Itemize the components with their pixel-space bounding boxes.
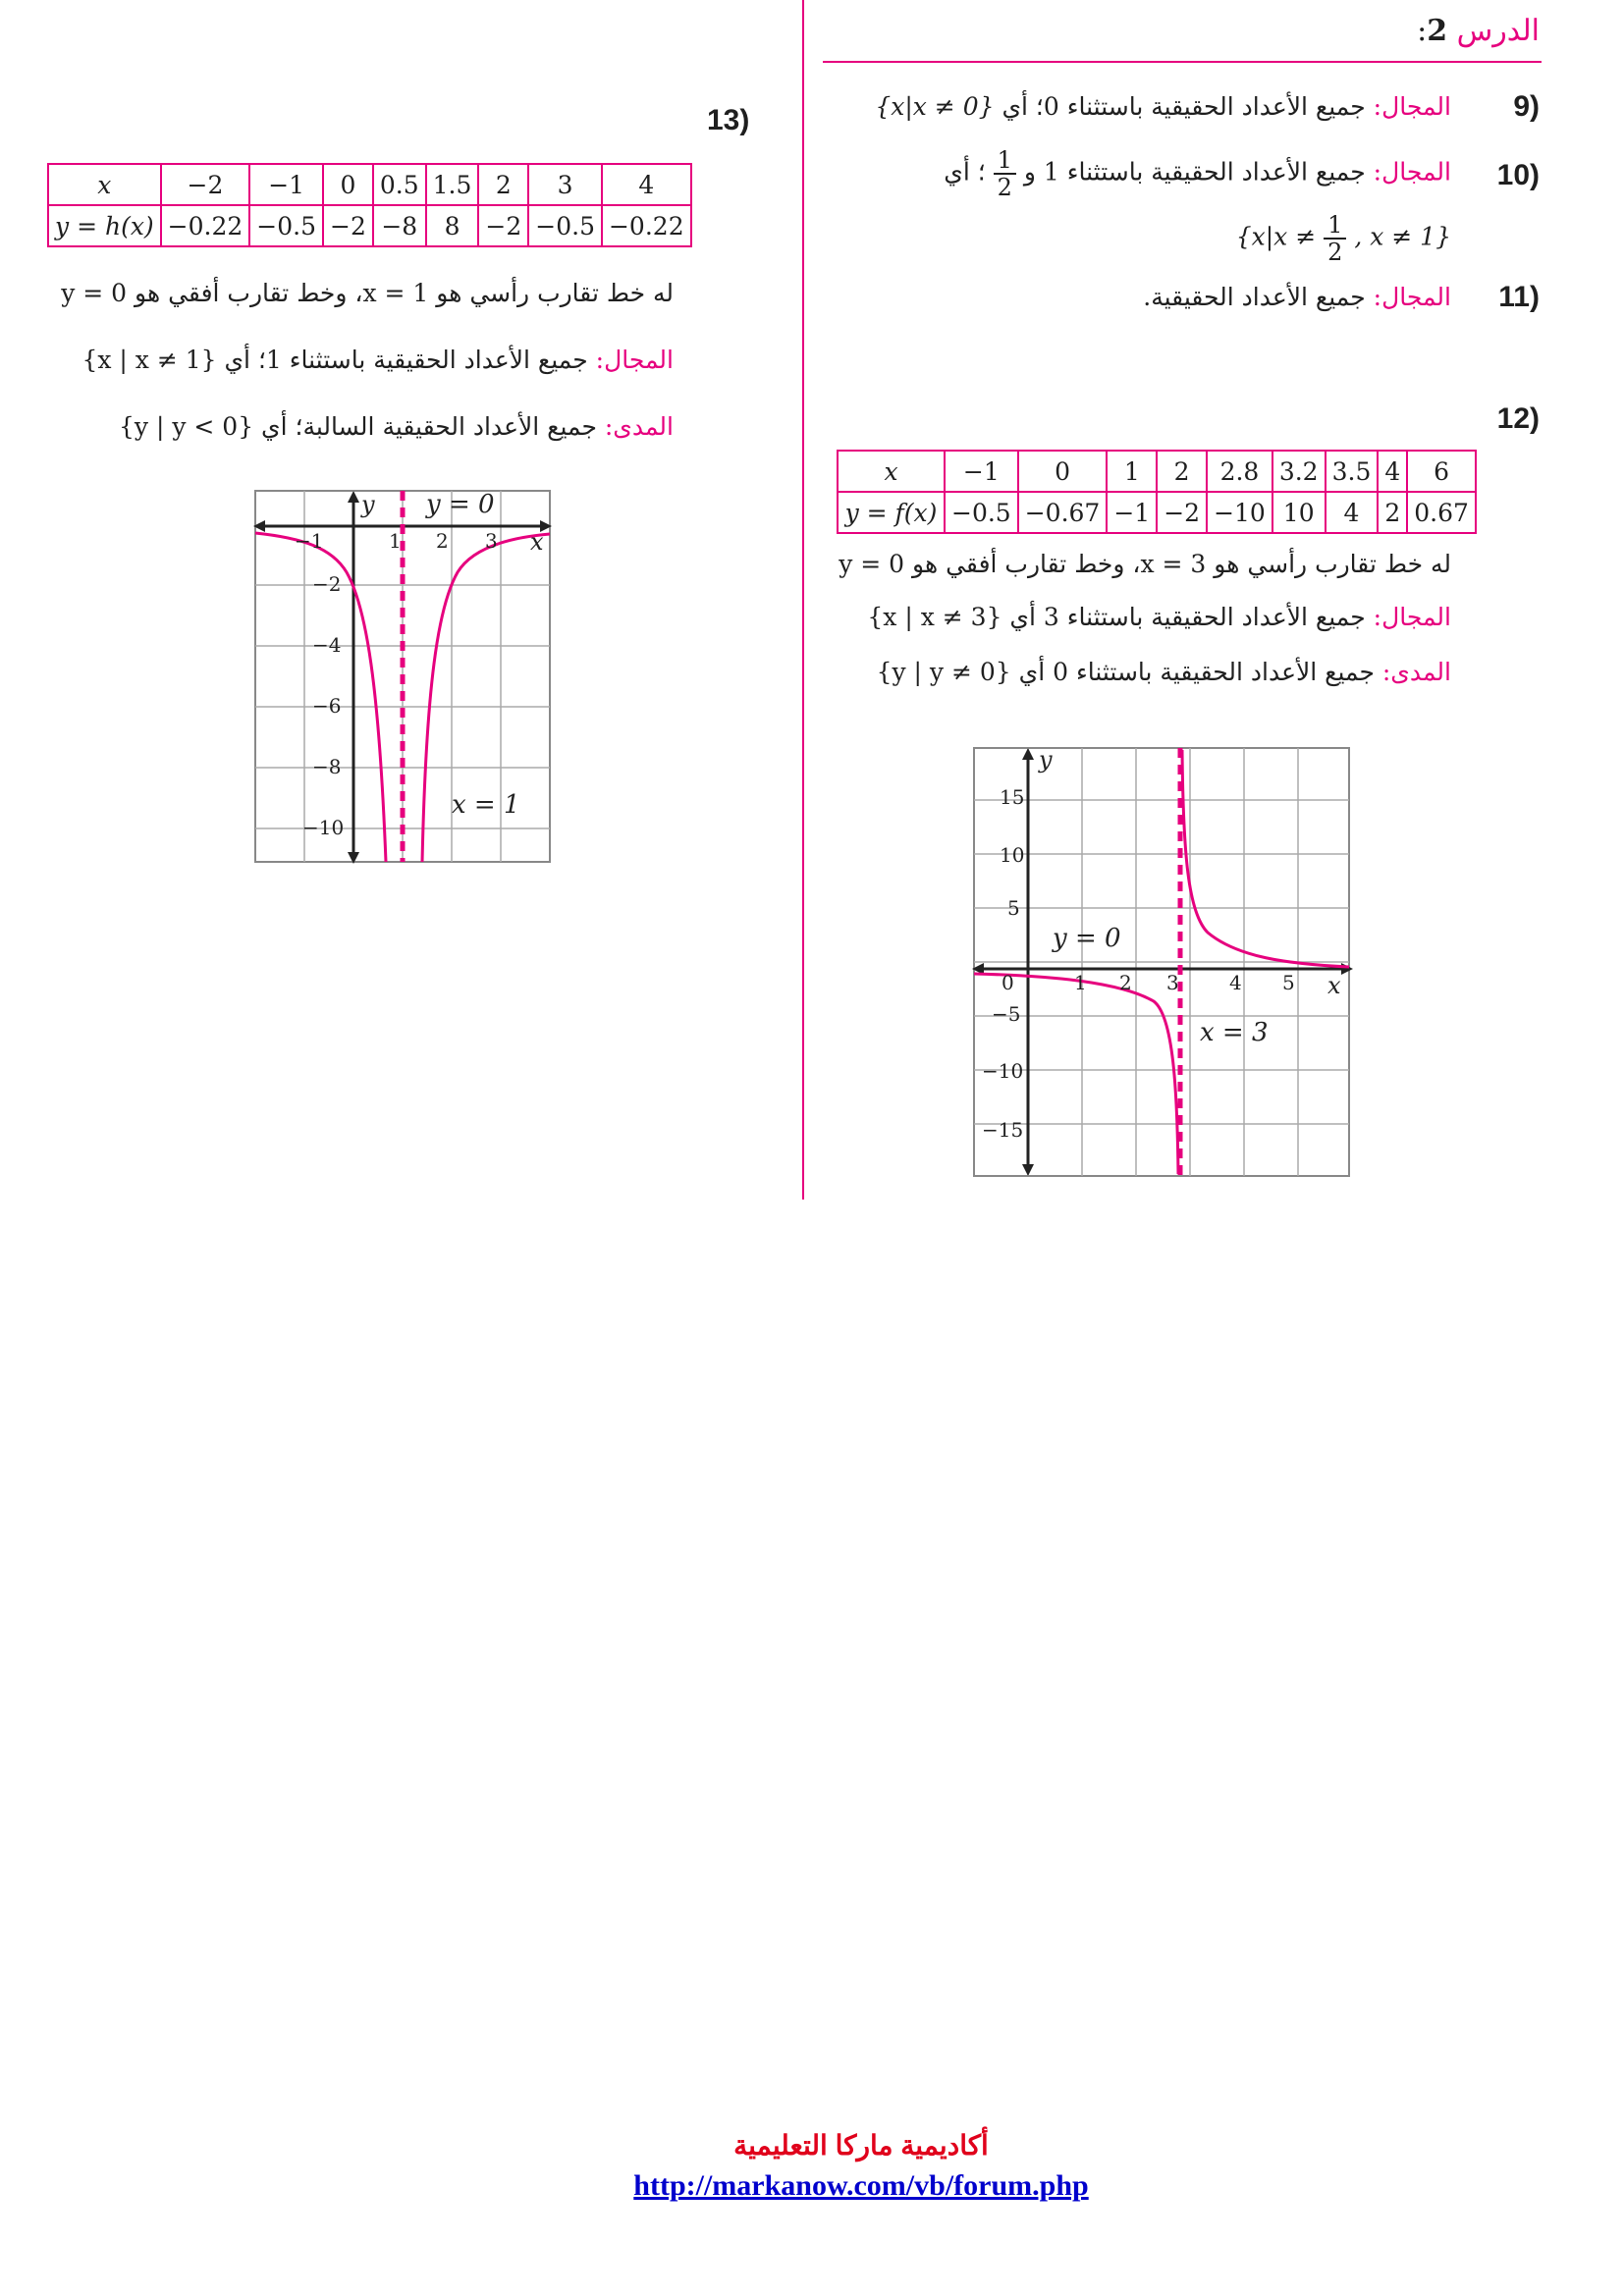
exercise-13-range-text: جميع الأعداد الحقيقية السالبة؛ أي {y | y < 0} [118, 412, 597, 441]
table-cell: 8 [426, 205, 479, 246]
exercise-13-range-label: المدى: [604, 412, 674, 441]
lesson-label: الدرس [1456, 14, 1540, 48]
exercise-10-set-start: {x|x ≠ [1235, 222, 1317, 251]
table-cell: 3.5 [1326, 451, 1379, 492]
exercise-13-number: 13) [707, 104, 750, 136]
table-cell: −1 [249, 164, 323, 205]
table-cell: −2 [1157, 492, 1207, 533]
table-cell: −1 [945, 451, 1018, 492]
table-cell: −0.67 [1018, 492, 1108, 533]
graph-12-ytick: −10 [982, 1059, 1024, 1083]
exercise-11-label: المجال: [1373, 283, 1451, 311]
footer-title: أكاديمية ماركا التعليمية [733, 2130, 989, 2161]
graph-12-v-asymptote-label: x = 3 [1200, 1018, 1269, 1047]
table-cell: 4 [602, 164, 691, 205]
table-cell: −1 [1107, 492, 1157, 533]
exercise-10-text [944, 147, 1451, 206]
graph-12-ytick: 10 [1000, 843, 1025, 867]
exercise-12-range-label: المدى: [1381, 658, 1451, 686]
table-cell: 2 [1378, 492, 1407, 533]
lesson-title [1417, 14, 1540, 48]
fraction-numerator: 1 [994, 147, 1016, 175]
lesson-underline [823, 61, 1542, 63]
exercise-12-range [877, 658, 1451, 686]
graph-12-y-axis-label: y [1039, 746, 1053, 774]
exercise-12-table [837, 450, 1477, 534]
column-divider [802, 0, 804, 1200]
exercise-10-body: جميع الأعداد الحقيقية باستثناء 1 و [1023, 157, 1366, 187]
table-cell: 6 [1407, 451, 1476, 492]
graph-13-svg [253, 489, 554, 866]
exercise-10-set [1236, 212, 1451, 265]
graph-12-ytick: −5 [992, 1002, 1021, 1026]
exercise-13-graph [253, 489, 554, 866]
exercise-9-label: المجال: [1373, 92, 1451, 121]
table-cell: −2 [323, 205, 373, 246]
exercise-10-set-end: , x ≠ 1} [1354, 222, 1451, 251]
set-fraction-numerator: 1 [1324, 212, 1346, 240]
table-cell: −0.22 [161, 205, 250, 246]
table-cell: −0.22 [602, 205, 691, 246]
graph-12-svg [972, 746, 1355, 1178]
exercise-12-domain-label: المجال: [1373, 603, 1451, 631]
graph-12-ytick: −15 [982, 1118, 1024, 1142]
set-fraction-denominator: 2 [1327, 239, 1343, 266]
table-cell: −0.5 [528, 205, 602, 246]
table-header-y: y = f(x) [838, 492, 945, 533]
exercise-13-table [47, 163, 692, 247]
table-cell: 0 [1018, 451, 1108, 492]
exercise-9-number: 9) [1513, 90, 1540, 123]
exercise-11-text [1143, 283, 1451, 311]
table-cell: −8 [373, 205, 426, 246]
exercise-13-domain-text: جميع الأعداد الحقيقية باستثناء 1؛ أي {x | x ≠ 1} [81, 346, 588, 374]
table-cell: −2 [478, 205, 528, 246]
graph-13-y-axis-label: y [361, 491, 375, 518]
table-row-x [838, 451, 1476, 492]
graph-12-x-axis-label: x [1327, 972, 1341, 999]
exercise-12-graph [972, 746, 1355, 1178]
table-row-y [48, 205, 691, 246]
table-cell: 2.8 [1207, 451, 1272, 492]
exercise-12-domain-text: جميع الأعداد الحقيقية باستثناء 3 أي {x | x ≠ 3} [867, 603, 1366, 631]
graph-13-v-asymptote-label: x = 1 [452, 790, 520, 820]
table-cell: 1.5 [426, 164, 479, 205]
table-cell: 0 [323, 164, 373, 205]
exercise-13-range [119, 412, 674, 441]
table-header-y: y = h(x) [48, 205, 161, 246]
graph-13-ytick: −2 [312, 572, 342, 596]
exercise-9-body: جميع الأعداد الحقيقية باستثناء 0؛ أي [1001, 92, 1366, 121]
table-cell: 4 [1326, 492, 1379, 533]
graph-12-xtick: 4 [1229, 971, 1242, 994]
graph-13-xtick: −1 [295, 529, 324, 553]
exercise-13-domain-label: المجال: [595, 346, 674, 374]
exercise-13-domain [81, 346, 674, 374]
table-cell: −10 [1207, 492, 1272, 533]
graph-13-ytick: −6 [312, 694, 342, 718]
graph-12-xtick: 1 [1074, 971, 1087, 994]
graph-13-ytick: −10 [302, 816, 345, 839]
table-cell: −0.5 [945, 492, 1018, 533]
graph-12-ytick: 5 [1007, 896, 1020, 920]
graph-12-h-asymptote-label: y = 0 [1053, 924, 1121, 953]
graph-13-xtick: 3 [485, 529, 498, 553]
exercise-10-tail: ؛ أي [944, 157, 986, 187]
footer-link[interactable]: http://markanow.com/vb/forum.php [633, 2169, 1089, 2202]
exercise-11-body: جميع الأعداد الحقيقية. [1143, 283, 1366, 311]
table-cell: 0.67 [1407, 492, 1476, 533]
table-cell: 0.5 [373, 164, 426, 205]
graph-12-ytick: 15 [1000, 785, 1025, 809]
graph-12-xtick: 2 [1119, 971, 1132, 994]
table-cell: 3 [528, 164, 602, 205]
table-header-x: x [838, 451, 945, 492]
graph-13-xtick: 2 [436, 529, 449, 553]
graph-13-x-axis-label: x [530, 528, 544, 556]
exercise-10-set-fraction [1324, 212, 1346, 265]
exercise-12-asymptotes: له خط تقارب رأسي هو x = 3، وخط تقارب أفقي هو y = 0 [839, 550, 1451, 578]
table-cell: −0.5 [249, 205, 323, 246]
table-cell: 10 [1272, 492, 1326, 533]
exercise-12-domain [867, 603, 1451, 631]
table-cell: 1 [1107, 451, 1157, 492]
graph-13-xtick: 1 [389, 529, 402, 553]
exercise-12-number: 12) [1496, 402, 1540, 435]
exercise-11-number: 11) [1498, 281, 1540, 313]
graph-13-ytick: −8 [312, 755, 342, 778]
lesson-number: 2 [1427, 14, 1448, 48]
graph-13-ytick: −4 [312, 633, 342, 657]
exercise-12-range-text: جميع الأعداد الحقيقية باستثناء 0 أي {y | y ≠ 0} [876, 658, 1375, 686]
table-cell: 3.2 [1272, 451, 1326, 492]
exercise-10-label: المجال: [1373, 157, 1451, 187]
exercise-9-text [875, 92, 1451, 121]
fraction-denominator: 2 [997, 174, 1012, 201]
lesson-colon: : [1417, 14, 1428, 48]
graph-12-xtick: 3 [1166, 971, 1179, 994]
table-cell: 2 [1157, 451, 1207, 492]
table-cell: 4 [1378, 451, 1407, 492]
table-cell: 2 [478, 164, 528, 205]
graph-12-xtick: 0 [1001, 971, 1014, 994]
exercise-13-asymptotes: له خط تقارب رأسي هو x = 1، وخط تقارب أفقي هو y = 0 [61, 279, 674, 307]
exercise-9-set: {x|x ≠ 0} [875, 92, 995, 121]
exercise-10-number: 10) [1496, 159, 1540, 191]
table-cell: −2 [161, 164, 250, 205]
table-row-y [838, 492, 1476, 533]
graph-12-xtick: 5 [1282, 971, 1295, 994]
table-row-x [48, 164, 691, 205]
table-header-x: x [48, 164, 161, 205]
exercise-10-fraction [994, 147, 1016, 200]
graph-13-h-asymptote-label: y = 0 [426, 490, 495, 519]
